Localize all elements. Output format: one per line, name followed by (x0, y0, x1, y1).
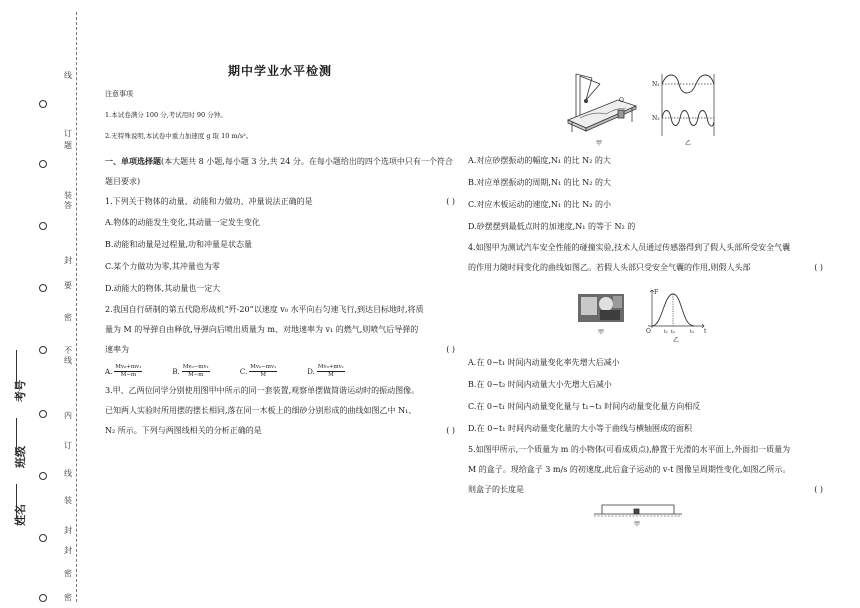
pendulum-and-waves-figure (468, 70, 823, 150)
notice-item-2: 2.无特殊说明,本试卷中重力加速度 g 取 10 m/s²。 (105, 132, 253, 140)
question-5-text: 5.如图甲所示,一个质量为 m 的小物体(可看成质点),静置于光滑的水平面上,外面扣一质量为 M 的盒子。现给盒子 3 m/s 的初速度,此后盒子运动的 v-t 图像呈周期性变化,如图乙所示。则盒子的长度是 (468, 445, 791, 494)
question-2-option-a: A. Mv₀+mv₁ M−m (105, 364, 142, 378)
field-exam-number: 考号 (14, 380, 27, 402)
seal-char: 封 (64, 526, 72, 535)
seal-char: 线 (64, 356, 72, 365)
seal-char: 密 (64, 313, 72, 322)
figure-3-label-n1: N₁ (652, 81, 660, 88)
question-3-text: 3.甲、乙两位同学分别使用图甲中所示的同一套装置,观察单摆做简谐运动时的振动图像。已知两人实验时所用摆的摆长相同,落在同一木板上的细砂分别形成的曲线如图乙中 N₁、N₂ 所示。下列与两图线相关的分析正确的是 (105, 386, 420, 435)
seal-char: 订 (64, 129, 72, 138)
notice-heading: 注意事项 (105, 90, 133, 98)
seal-char: 订 (64, 441, 72, 450)
seal-char: 线 (64, 469, 72, 478)
seal-char: 题 (64, 141, 72, 150)
question-2-text: 2.我国自行研制的第五代隐形战机“歼-20”以速度 v₀ 水平向右匀速飞行,到达目标地时,将质量为 M 的导弹自由释放,导弹向后喷出质量为 m、对地速率为 v₁ 的燃气,则喷气后导弹的速率为 (105, 305, 424, 354)
figure-4-label-jia: 甲 (598, 329, 605, 336)
question-1-answer-paren: ( ) (446, 197, 455, 206)
crash-test-figure (468, 286, 823, 346)
question-3-option-d: D.砂摆摆到最低点时的加速度,N₁ 的等于 N₂ 的 (468, 222, 636, 231)
seal-char: 内 (64, 411, 72, 420)
question-4-option-a: A.在 0~t₁ 时间内动量变化率先增大后减小 (468, 358, 620, 367)
binding-hole-circle (39, 534, 47, 542)
question-3-answer-paren: ( ) (446, 426, 455, 435)
question-1-option-b: B.动能和动量是过程量,功和冲量是状态量 (105, 240, 252, 249)
seal-char: 线 (64, 71, 72, 80)
binding-hole-circle (39, 100, 47, 108)
crash-photo (578, 294, 624, 322)
binding-hole-circle (39, 410, 47, 418)
binding-hole-circle (39, 594, 47, 602)
figure-4-label-t1: t₁ (664, 329, 669, 335)
question-4-option-d: D.在 0~t₁ 时间内动量变化量的大小等于曲线与横轴围成的面积 (468, 424, 692, 433)
question-3-stem (105, 381, 455, 441)
seal-char: 密 (64, 593, 72, 602)
question-5-stem (468, 440, 823, 500)
question-3-option-b: B.对应单摆振动的周期,N₁ 的比 N₂ 的大 (468, 178, 612, 187)
field-exam-number-line (16, 350, 17, 388)
right-column (468, 70, 823, 528)
binding-hole-circle (39, 160, 47, 168)
seal-char: 封 (64, 256, 72, 265)
figure-4-label-yi: 乙 (673, 337, 680, 344)
seal-char: 装 (64, 191, 72, 200)
question-1-stem (105, 192, 455, 212)
question-5-answer-paren: ( ) (814, 485, 823, 494)
question-1-text: 1.下列关于物体的动量、动能和力做功、冲量说法正确的是 (105, 197, 313, 206)
figure-4-label-t2: t₂ (671, 329, 676, 335)
question-1-option-c: C.某个力做功为零,其冲量也为零 (105, 262, 220, 271)
exam-title: 期中学业水平检测 (227, 64, 332, 78)
question-3-figures (468, 70, 823, 150)
box-on-surface-figure (468, 502, 823, 530)
question-4-stem (468, 238, 823, 278)
binding-hole-circle (39, 346, 47, 354)
question-2-stem (105, 300, 455, 360)
seal-char: 答 (64, 201, 72, 210)
binding-dashed-line (76, 12, 77, 602)
field-name-line (16, 484, 17, 518)
figure-4-label-t3: t₃ (690, 329, 695, 335)
field-name: 姓名 (14, 504, 27, 526)
question-1-option-d: D.动能大的物体,其动量也一定大 (105, 284, 221, 293)
notice-item-1: 1.本试卷满分 100 分,考试用时 90 分钟。 (105, 111, 227, 119)
question-2-option-d: D. Mv₀+mv₁ M (307, 364, 344, 378)
section-1-desc: (本大题共 8 小题,每小题 3 分,共 24 分。在每小题给出的四个选项中只有一个符合题目要求) (105, 157, 453, 186)
seal-char: 密 (64, 569, 72, 578)
binding-hole-circle (39, 284, 47, 292)
question-2-answer-paren: ( ) (446, 345, 455, 354)
question-4-text: 4.如图甲为测试汽车安全性能的碰撞实验,技术人员通过传感器得到了假人头部所受安全气囊的作用力随时间变化的曲线如图乙。若假人头部只受安全气囊的作用,则假人头部 (468, 243, 791, 272)
field-class-line (16, 418, 17, 454)
section-1-header (105, 152, 455, 192)
question-2-option-b: B. Mv₀−mv₁ M−m (172, 364, 209, 378)
pendulum-apparatus-drawing (568, 74, 636, 132)
field-class: 班级 (14, 446, 27, 468)
figure-3-label-n2: N₂ (652, 115, 660, 122)
figure-3-label-jia: 甲 (596, 140, 603, 147)
figure-4-label-o: O (646, 328, 651, 335)
figure-4-label-f: F (654, 289, 659, 296)
wave-graphs (662, 74, 714, 136)
seal-char: 要 (64, 281, 72, 290)
figure-4-label-t: t (704, 328, 707, 335)
question-2-options (105, 364, 345, 379)
question-4-answer-paren: ( ) (814, 263, 823, 272)
seal-char: 不 (64, 346, 72, 355)
question-1-option-a: A.物体的动能发生变化,其动量一定发生变化 (105, 218, 260, 227)
binding-hole-circle (39, 472, 47, 480)
question-4-figures (468, 286, 823, 346)
binding-hole-circle (39, 222, 47, 230)
seal-char: 装 (64, 496, 72, 505)
left-column (105, 60, 455, 441)
section-1-heading: 一、单项选择题 (105, 157, 161, 166)
question-3-option-a: A.对应砂摆振动的幅度,N₁ 的比 N₂ 的大 (468, 156, 611, 165)
question-4-option-c: C.在 0~t₁ 时间内动量变化量与 t₁~t₃ 时间内动量变化量方向相反 (468, 402, 701, 411)
question-4-option-b: B.在 0~t₂ 时间内动量大小先增大后减小 (468, 380, 612, 389)
figure-5-label-jia: 甲 (634, 521, 641, 528)
question-5-figure (468, 500, 823, 528)
figure-3-label-yi: 乙 (685, 140, 692, 147)
question-3-option-c: C.对应木板运动的速度,N₁ 的比 N₂ 的小 (468, 200, 611, 209)
question-2-option-c: C. Mv₀−mv₁ M (239, 364, 277, 378)
seal-char: 封 (64, 546, 72, 555)
figure-3-label-o: O (619, 97, 624, 104)
